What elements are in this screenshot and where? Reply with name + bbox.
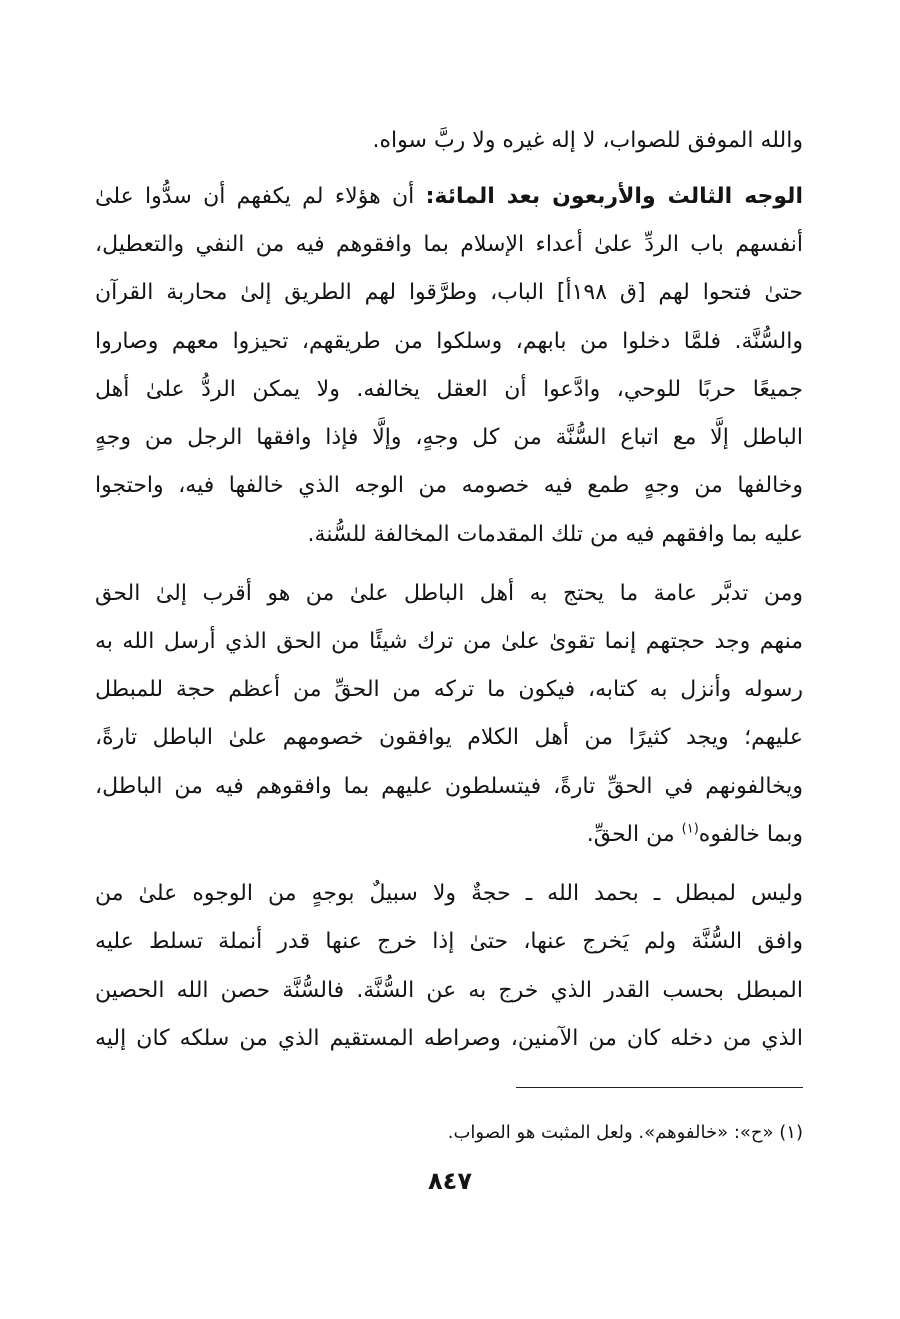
footnote-marker: (١)	[681, 821, 699, 837]
text-line-10: ومن تدبَّر عامة ما يحتج به أهل الباطل علىٰ من هو أقرب إلىٰ الحق	[95, 581, 803, 606]
text-line-8: وخالفها من وجهٍ طمع فيه خصومه من الوجه الذي خالفها فيه، واحتجوا	[95, 473, 803, 498]
text-line-5: والسُّنَّة. فلمَّا دخلوا من بابهم، وسلكوا من طريقهم، تحيزوا معهم وصاروا	[95, 329, 803, 354]
heading-line	[95, 177, 803, 217]
section-heading: الوجه الثالث والأربعون بعد المائة:	[425, 184, 803, 209]
page-number: ٨٤٧	[428, 1167, 472, 1195]
text-line-3: أنفسهم باب الردِّ علىٰ أعداء الإسلام بما وافقوهم فيه من النفي والتعطيل،	[95, 232, 803, 257]
text-line-14: ويخالفونهم في الحقِّ تارةً، فيتسلطون عليهم بما وافقوهم فيه من الباطل،	[95, 774, 803, 799]
footnote-separator	[516, 1087, 803, 1088]
text-line-11: منهم وجد حجتهم إنما تقوىٰ علىٰ من ترك شيئًا من الحق الذي أرسل الله به	[95, 629, 803, 654]
text-line-16: ولیس لمبطل ـ بحمد الله ـ حجةٌ ولا سبيلٌ بوجهٍ من الوجوه علىٰ من	[95, 881, 803, 906]
text-line-13: عليهم؛ ويجد كثيرًا من أهل الكلام يوافقون خصومهم علىٰ الباطل تارةً،	[95, 725, 803, 750]
text-line-15	[95, 815, 803, 855]
text-line-17: وافق السُّنَّة ولم يَخرج عنها، حتىٰ إذا خرج عنها قدر أنملة تسلط عليه	[95, 929, 803, 954]
text-line-6: جميعًا حربًا للوحي، وادَّعوا أن العقل يخالفه. ولا يمكن الردُّ علىٰ أهل	[95, 377, 803, 402]
text-line-4: حتىٰ فتحوا لهم [ق ١٩٨أ] الباب، وطرَّقوا لهم الطريق إلىٰ محاربة القرآن	[95, 280, 803, 305]
note-line-after: من الحقِّ.	[586, 822, 675, 847]
text-line-12: رسوله وأنزل به كتابه، فيكون ما تركه من الحقِّ من أعظم حجة للمبطل	[95, 677, 803, 702]
text-line-7: الباطل إلَّا مع اتباع السُّنَّة من كل وجهٍ، وإلَّا فإذا وافقها الرجل من وجهٍ	[95, 425, 803, 450]
text-line-18: المبطل بحسب القدر الذي خرج به عن السُّنَّة. فالسُّنَّة حصن الله الحصين	[95, 978, 803, 1003]
note-line-before: وبما خالفوه	[698, 822, 803, 847]
text-line-19: الذي من دخله كان من الآمنين، وصراطه المستقيم الذي من سلكه كان إليه	[95, 1026, 803, 1051]
text-line-9: عليه بما وافقهم فيه من تلك المقدمات المخالفة للسُّنة.	[307, 522, 803, 547]
footnote: (١) «ح»: «خالفوهم». ولعل المثبت هو الصواب.	[447, 1122, 803, 1143]
heading-continuation: أن هؤلاء لم يكفهم أن سدُّوا علىٰ	[95, 184, 415, 209]
text-line-1: والله الموفق للصواب، لا إله غيره ولا ربَّ سواه.	[372, 128, 803, 153]
